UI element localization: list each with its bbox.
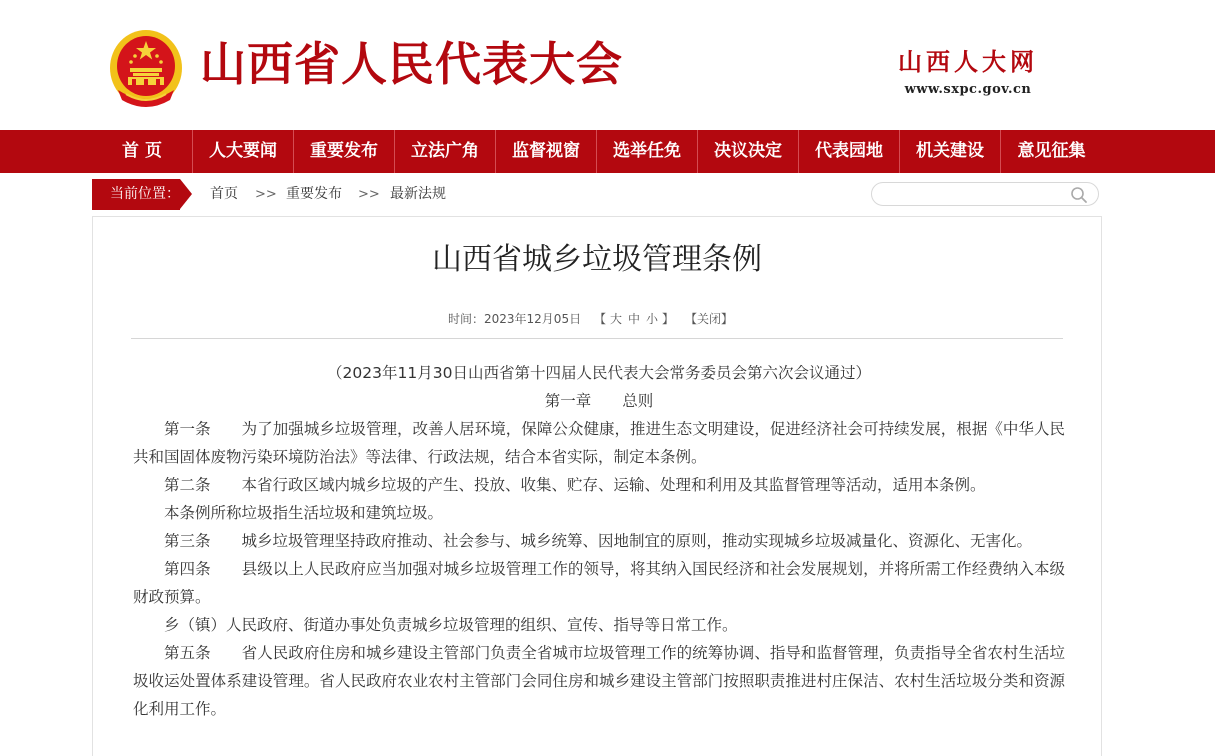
nav-item-legislation[interactable]: 立法广角 — [395, 130, 496, 173]
breadcrumb-separator: >> — [358, 187, 380, 202]
divider — [131, 338, 1063, 339]
site-title: 山西省人民代表大会 — [200, 37, 623, 91]
nav-item-home[interactable]: 首 页 — [92, 130, 193, 173]
search-icon[interactable] — [1070, 186, 1088, 204]
breadcrumb — [92, 179, 1102, 210]
chapter-heading: 第一章 总则 — [544, 392, 654, 410]
search-box — [871, 182, 1099, 206]
font-size-bracket-close: 】 — [662, 312, 675, 326]
breadcrumb-releases-link[interactable]: 重要发布 — [286, 186, 342, 202]
nav-item-deputies[interactable]: 代表园地 — [799, 130, 900, 173]
breadcrumb-label: 当前位置： — [92, 179, 180, 210]
publish-time: 时间：2023年12月05日 — [448, 312, 582, 326]
close-page-link[interactable]: 【关闭】 — [685, 312, 734, 326]
national-emblem-icon — [108, 28, 184, 108]
site-header — [0, 0, 1215, 130]
article-panel — [92, 216, 1102, 756]
breadcrumb-arrow-icon — [180, 179, 192, 209]
search-input[interactable] — [882, 185, 1066, 205]
nav-item-feedback[interactable]: 意见征集 — [1017, 141, 1086, 161]
nav-item-news[interactable]: 人大要闻 — [193, 130, 294, 173]
adoption-note: （2023年11月30日山西省第十四届人民代表大会常务委员会第六次会议通过） — [327, 364, 871, 382]
font-size-bracket-open: 【 — [594, 312, 607, 326]
font-size-medium-button[interactable]: 中 — [628, 312, 641, 326]
article-body — [133, 359, 1065, 723]
nav-item-supervision[interactable]: 监督视窗 — [496, 130, 597, 173]
article-paragraph: 第三条 城乡垃圾管理坚持政府推动、社会参与、城乡统筹、因地制宜的原则，推动实现城乡垃圾减量化、资源化、无害化。 — [164, 532, 1033, 550]
article-paragraph: 第四条 县级以上人民政府应当加强对城乡垃圾管理工作的领导，将其纳入国民经济和社会发展规划，并将所需工作经费纳入本级财政预算。 — [133, 560, 1065, 606]
nav-item-elections[interactable]: 选举任免 — [597, 130, 698, 173]
nav-item-resolutions[interactable]: 决议决定 — [698, 130, 799, 173]
breadcrumb-separator: >> — [255, 187, 277, 202]
article-paragraph: 第五条 省人民政府住房和城乡建设主管部门负责全省城市垃圾管理工作的统筹协调、指导和监督管理，负责指导全省农村生活垃圾收运处置体系建设管理。省人民政府农业农村主管部门会同住房和城乡建设主管部门按照职责推进村庄保洁、农村生活垃圾分类和资源化利用工作。 — [133, 644, 1065, 718]
breadcrumb-laws-link[interactable]: 最新法规 — [390, 186, 446, 202]
article-paragraph: 第二条 本省行政区域内城乡垃圾的产生、投放、收集、贮存、运输、处理和利用及其监督管理等活动，适用本条例。 — [164, 476, 986, 494]
breadcrumb-home-link[interactable]: 首页 — [210, 186, 238, 202]
nav-item-organization[interactable]: 机关建设 — [900, 130, 1001, 173]
font-size-small-button[interactable]: 小 — [646, 312, 659, 326]
main-nav — [0, 130, 1215, 173]
nav-item-releases[interactable]: 重要发布 — [294, 130, 395, 173]
article-paragraph: 第一条 为了加强城乡垃圾管理，改善人居环境，保障公众健康，推进生态文明建设，促进经济社会可持续发展，根据《中华人民共和国固体废物污染环境防治法》等法律、行政法规，结合本省实际，制定本条例。 — [133, 420, 1065, 466]
font-size-large-button[interactable]: 大 — [610, 312, 623, 326]
brand-logo-text: 山西人大网 — [898, 47, 1038, 76]
article-title: 山西省城乡垃圾管理条例 — [432, 242, 762, 277]
brand-url: www.sxpc.gov.cn — [904, 82, 1032, 97]
article-meta — [93, 309, 1101, 329]
article-paragraph: 乡（镇）人民政府、街道办事处负责城乡垃圾管理的组织、宣传、指导等日常工作。 — [164, 616, 738, 634]
article-paragraph: 本条例所称垃圾指生活垃圾和建筑垃圾。 — [164, 504, 444, 522]
